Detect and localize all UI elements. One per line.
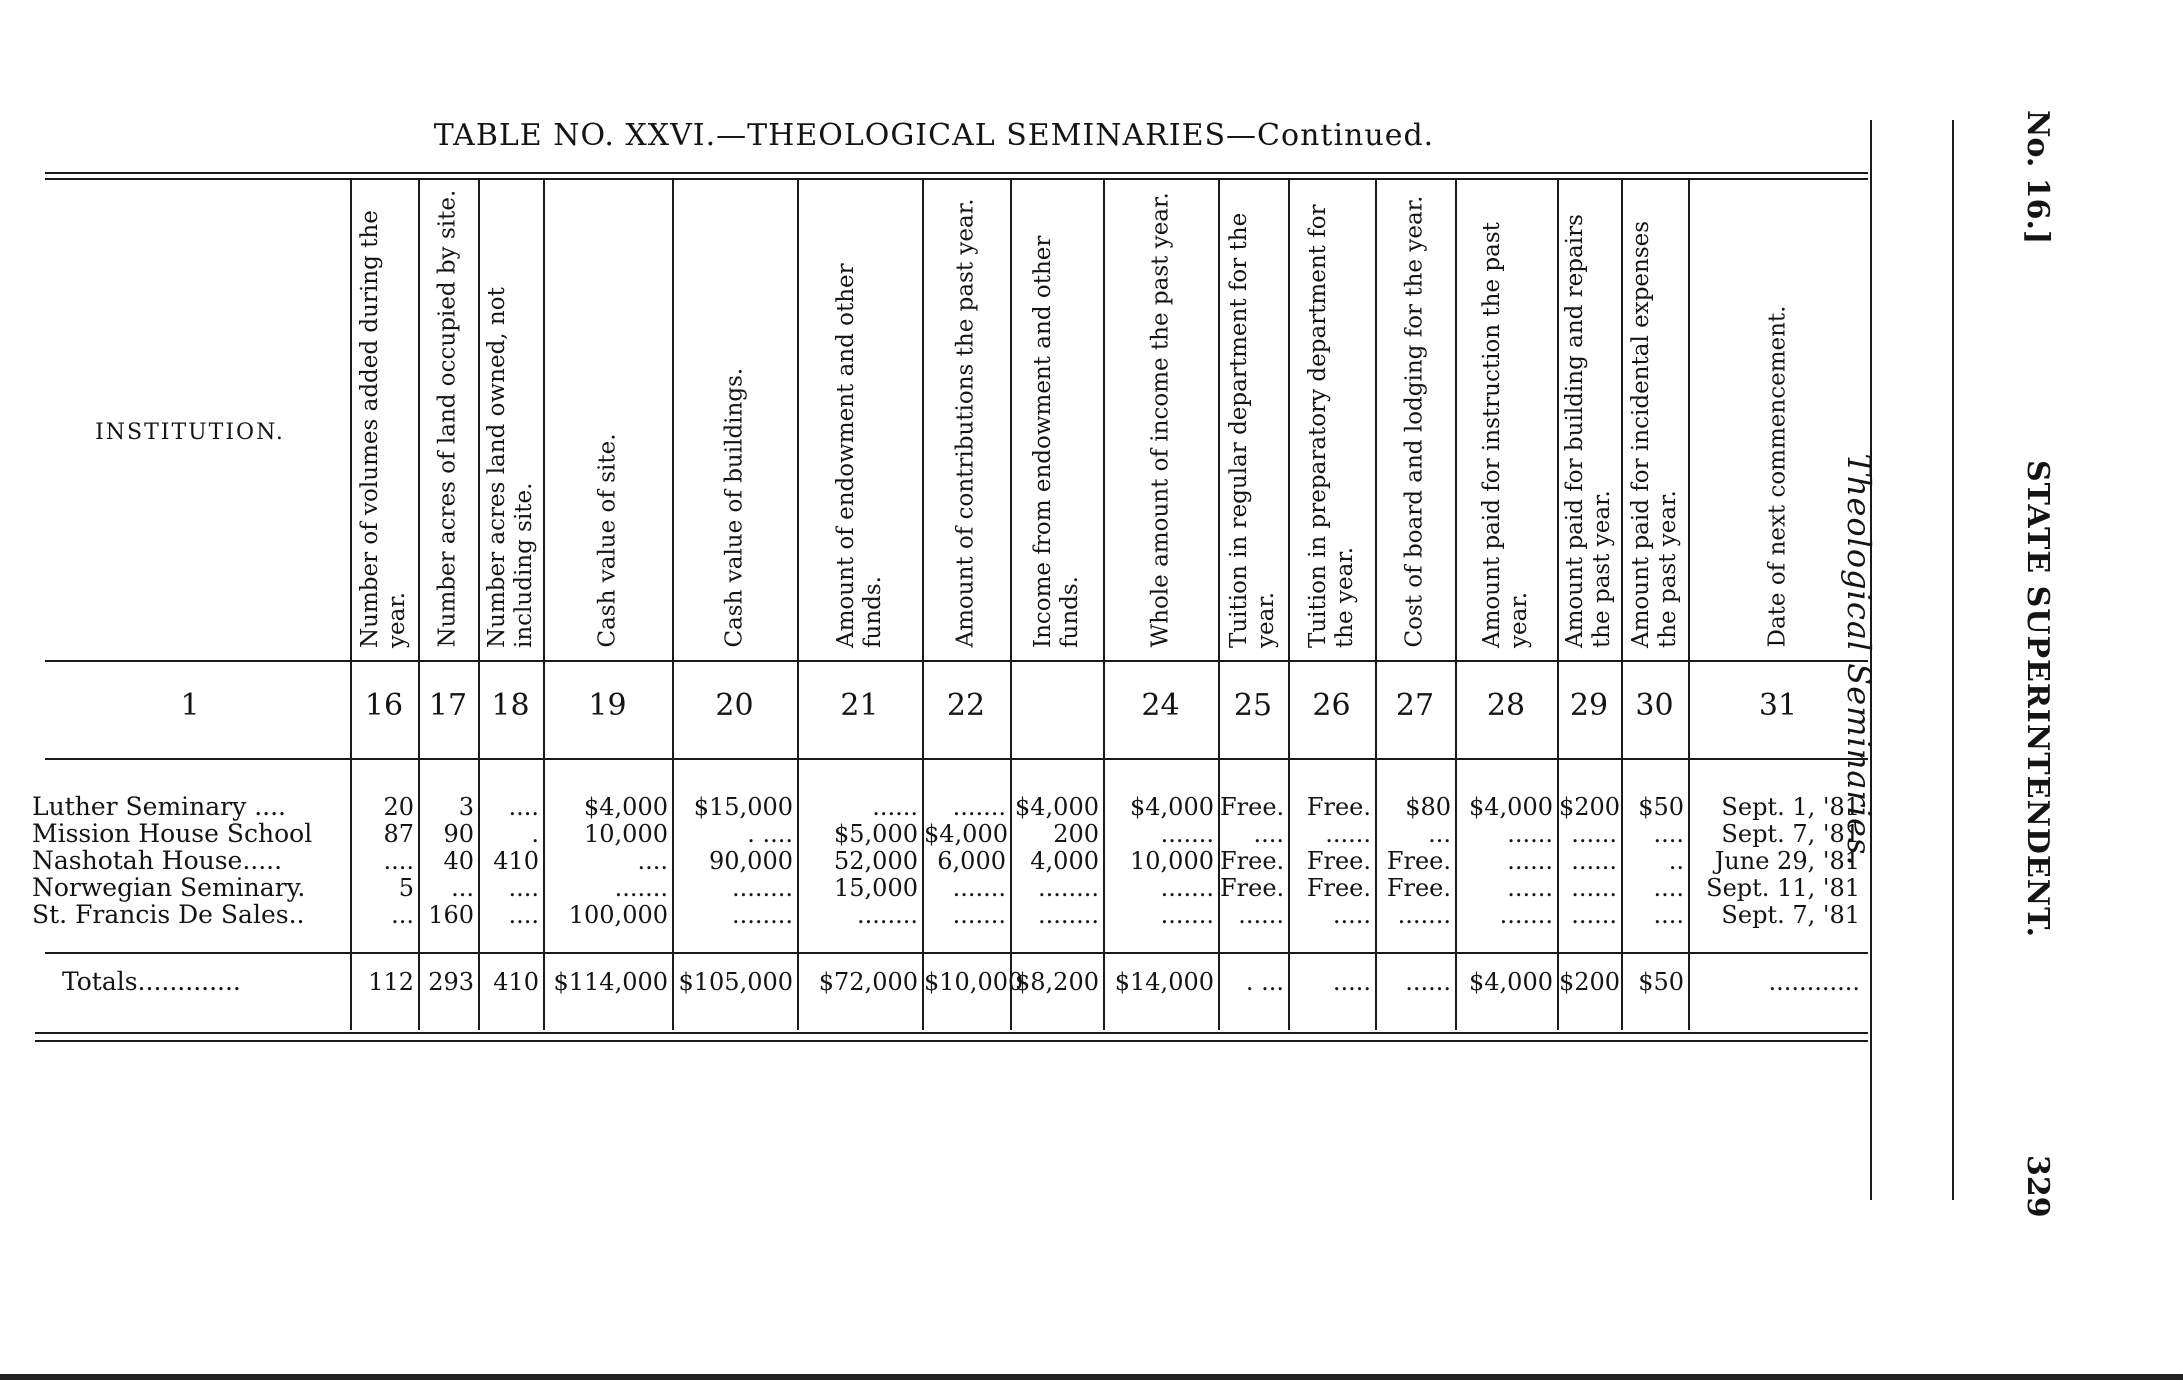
table-cell: 200 (1053, 820, 1099, 848)
column-header-text: Amount paid for building and repairs the past year. (1562, 213, 1615, 648)
table-cell: ........ (731, 874, 793, 902)
running-head-title: STATE SUPERINTENDENT. (2020, 460, 2055, 939)
column-number: 21 (840, 688, 879, 723)
table-cell: 293 (428, 968, 474, 996)
table-cell: ...... (1571, 847, 1617, 875)
table-cell: 160 (428, 901, 474, 929)
table-cell: .. (1668, 847, 1684, 875)
running-head (2015, 110, 2055, 1270)
table-cell: Free. (1306, 793, 1371, 821)
table-cell: 90 (443, 820, 474, 848)
table-cell: ...... (1507, 874, 1553, 902)
column-number: 28 (1486, 688, 1526, 723)
table-cell: 40 (443, 847, 474, 875)
table-cell: 10,000 (1130, 847, 1214, 875)
column-header (1621, 180, 1688, 655)
column-header (1218, 180, 1288, 655)
table-cell: $200 (1559, 793, 1621, 821)
table-cell: ..... (1332, 901, 1371, 929)
table-cell: $105,000 (678, 968, 793, 996)
table-cell: ...... (1405, 968, 1451, 996)
column-number: 22 (946, 688, 986, 723)
table-row (0, 846, 1868, 875)
table-cell: $200 (1559, 968, 1621, 996)
table-cell: ...... (1571, 874, 1617, 902)
column-number: 18 (491, 688, 530, 723)
table-cell: 10,000 (584, 820, 668, 848)
column-header-text: Cash value of site. (594, 433, 620, 648)
column-header (350, 180, 418, 655)
table-cell: 15,000 (834, 874, 918, 902)
running-head-number: No. 16.] (2020, 110, 2055, 245)
institution-header: INSTITUTION. (95, 420, 285, 445)
column-header-text: Income from endowment and other funds. (1029, 235, 1083, 648)
table-cell: 6,000 (937, 847, 1006, 875)
table-cell: $4,000 (1469, 968, 1553, 996)
table-row (0, 792, 1868, 821)
column-header (543, 180, 672, 655)
column-header-text: Number acres land owned, not including site. (483, 286, 537, 648)
table-cell: Free. (1220, 793, 1285, 821)
page-number: 329 (2020, 1155, 2055, 1218)
column-number: 24 (1141, 688, 1180, 723)
table-row (0, 900, 1868, 929)
institution-name: Mission House School (32, 819, 313, 848)
table-cell: 52,000 (834, 847, 918, 875)
totals-top-rule (45, 952, 1868, 954)
totals-label: Totals............. (62, 967, 241, 996)
column-header (1103, 180, 1218, 655)
table-cell: 90,000 (709, 847, 793, 875)
table-cell: Free. (1220, 874, 1285, 902)
table-cell: Free. (1386, 847, 1451, 875)
table-cell: ........ (731, 901, 793, 929)
table-cell: ....... (1160, 901, 1214, 929)
page-rule-right-2 (1952, 120, 1954, 1200)
table-cell: .... (1653, 874, 1684, 902)
column-number: 30 (1635, 688, 1674, 723)
column-header-text: Number acres of land occupied by site. (434, 189, 461, 648)
table-cell: $5,000 (834, 820, 918, 848)
table-cell: $80 (1405, 793, 1451, 821)
column-header (1455, 180, 1557, 655)
institution-name: St. Francis De Sales.. (32, 900, 305, 929)
column-header-text: Amount paid for instruction the past year. (1479, 221, 1532, 648)
column-header-text: Amount of contributions the past year. (952, 198, 979, 648)
column-header (1288, 180, 1375, 655)
table-cell: $4,000 (584, 793, 668, 821)
table-cell: Sept. 7, '81 (1721, 820, 1860, 848)
table-cell: Free. (1220, 847, 1285, 875)
table-cell: . .... (747, 820, 793, 848)
table-row (0, 873, 1868, 902)
table-cell: .... (508, 874, 539, 902)
table-cell: ............ (1768, 968, 1860, 996)
table-cell: $15,000 (693, 793, 793, 821)
column-number: 1 (180, 688, 200, 723)
table-cell: 410 (493, 847, 539, 875)
table-cell: $14,000 (1114, 968, 1214, 996)
header-rule (45, 660, 1868, 662)
table-cell: ...... (1507, 820, 1553, 848)
table-cell: $4,000 (1469, 793, 1553, 821)
table-cell: $8,200 (1015, 968, 1099, 996)
column-header (1557, 180, 1621, 655)
table-cell: 87 (383, 820, 414, 848)
table-cell: ... (451, 874, 474, 902)
table-cell: ....... (1160, 820, 1214, 848)
table-cell: .... (637, 847, 668, 875)
table-cell: ...... (872, 793, 918, 821)
table-title: TABLE NO. XXVI.—THEOLOGICAL SEMINARIES—Continued. (433, 118, 1435, 153)
table-cell: ........ (856, 901, 918, 929)
institution-name: Luther Seminary .... (32, 792, 286, 821)
column-header (478, 180, 543, 655)
table-cell: ...... (1507, 847, 1553, 875)
table-cell: 20 (383, 793, 414, 821)
table-cell: . ... (1245, 968, 1284, 996)
column-number: 19 (588, 688, 627, 723)
table-cell: Sept. 1, '81 (1721, 793, 1860, 821)
table-cell: $50 (1638, 793, 1684, 821)
column-header-text: Tuition in regular department for the year. (1226, 212, 1279, 648)
column-number: 26 (1312, 688, 1351, 723)
table-cell: .... (1653, 820, 1684, 848)
column-number: 20 (715, 688, 754, 723)
table-cell: Free. (1306, 847, 1371, 875)
institution-name: Nashotah House..... (32, 846, 283, 875)
table-cell: .... (383, 847, 414, 875)
table-cell: .... (508, 793, 539, 821)
table-cell: .... (1653, 901, 1684, 929)
column-header (418, 180, 478, 655)
table-cell: ........ (1037, 874, 1099, 902)
table-cell: . (531, 820, 539, 848)
colnum-rule (45, 758, 1868, 760)
table-cell: ...... (1571, 820, 1617, 848)
table-cell: ... (1428, 820, 1451, 848)
scan-edge (0, 1374, 2183, 1380)
bottom-rule-1 (35, 1032, 1868, 1034)
table-cell: ....... (1160, 874, 1214, 902)
column-header-text: Whole amount of income the past year. (1147, 192, 1173, 648)
column-number: 17 (428, 688, 468, 723)
column-header-text: Date of next commencement. (1764, 305, 1791, 648)
table-cell: Free. (1386, 874, 1451, 902)
table-cell: ...... (1238, 901, 1284, 929)
table-cell: 410 (493, 968, 539, 996)
totals-row (0, 967, 1868, 996)
table-cell: .... (1253, 820, 1284, 848)
column-header (922, 180, 1010, 655)
table-cell: ....... (1499, 901, 1553, 929)
column-header-text: Cash value of buildings. (721, 367, 747, 648)
table-cell: 5 (398, 874, 414, 902)
column-header (1375, 180, 1455, 655)
table-cell: 3 (458, 793, 474, 821)
table-cell: $4,000 (924, 820, 1008, 848)
bottom-rule-2 (35, 1040, 1868, 1042)
column-header-text: Cost of board and lodging for the year. (1401, 195, 1428, 648)
column-header-text: Amount of endowment and other funds. (832, 262, 886, 648)
table-cell: ........ (1037, 901, 1099, 929)
table-cell: $10,000 (924, 968, 1024, 996)
table-cell: $114,000 (553, 968, 668, 996)
column-number: 16 (364, 688, 404, 723)
column-header (797, 180, 922, 655)
column-header-text: Number of volumes added during the year. (357, 209, 410, 648)
column-number: 27 (1395, 688, 1435, 723)
table-cell: $4,000 (1015, 793, 1099, 821)
column-number: 31 (1758, 688, 1798, 723)
table-cell: $50 (1638, 968, 1684, 996)
table-cell: June 29, '81 (1714, 847, 1860, 875)
table-cell: ...... (1325, 820, 1371, 848)
table-cell: ....... (1397, 901, 1451, 929)
table-cell: $4,000 (1130, 793, 1214, 821)
table-cell: .... (508, 901, 539, 929)
side-title: Theological Seminaries. (1840, 453, 1878, 867)
top-rule-1 (45, 172, 1868, 174)
table-cell: Free. (1306, 874, 1371, 902)
table-cell: ....... (952, 874, 1006, 902)
table-row (0, 819, 1868, 848)
table-cell: ....... (614, 874, 668, 902)
table-cell: ....... (952, 793, 1006, 821)
table-cell: Sept. 7, '81 (1721, 901, 1860, 929)
table-cell: 4,000 (1030, 847, 1099, 875)
table-cell: ...... (1571, 901, 1617, 929)
column-header-text: Tuition in preparatory department for the year. (1304, 203, 1358, 648)
table-cell: ..... (1332, 968, 1371, 996)
column-number: 25 (1233, 688, 1273, 723)
column-header (672, 180, 797, 655)
table-cell: ... (391, 901, 414, 929)
institution-name: Norwegian Seminary. (32, 873, 306, 902)
table-cell: Sept. 11, '81 (1706, 874, 1860, 902)
table-cell: ....... (952, 901, 1006, 929)
column-number: 29 (1569, 688, 1609, 723)
column-header (1010, 180, 1103, 655)
column-header-text: Amount paid for incidental expenses the past year. (1627, 220, 1681, 648)
table-cell: $72,000 (818, 968, 918, 996)
table-cell: 100,000 (568, 901, 668, 929)
table-cell: 112 (368, 968, 414, 996)
